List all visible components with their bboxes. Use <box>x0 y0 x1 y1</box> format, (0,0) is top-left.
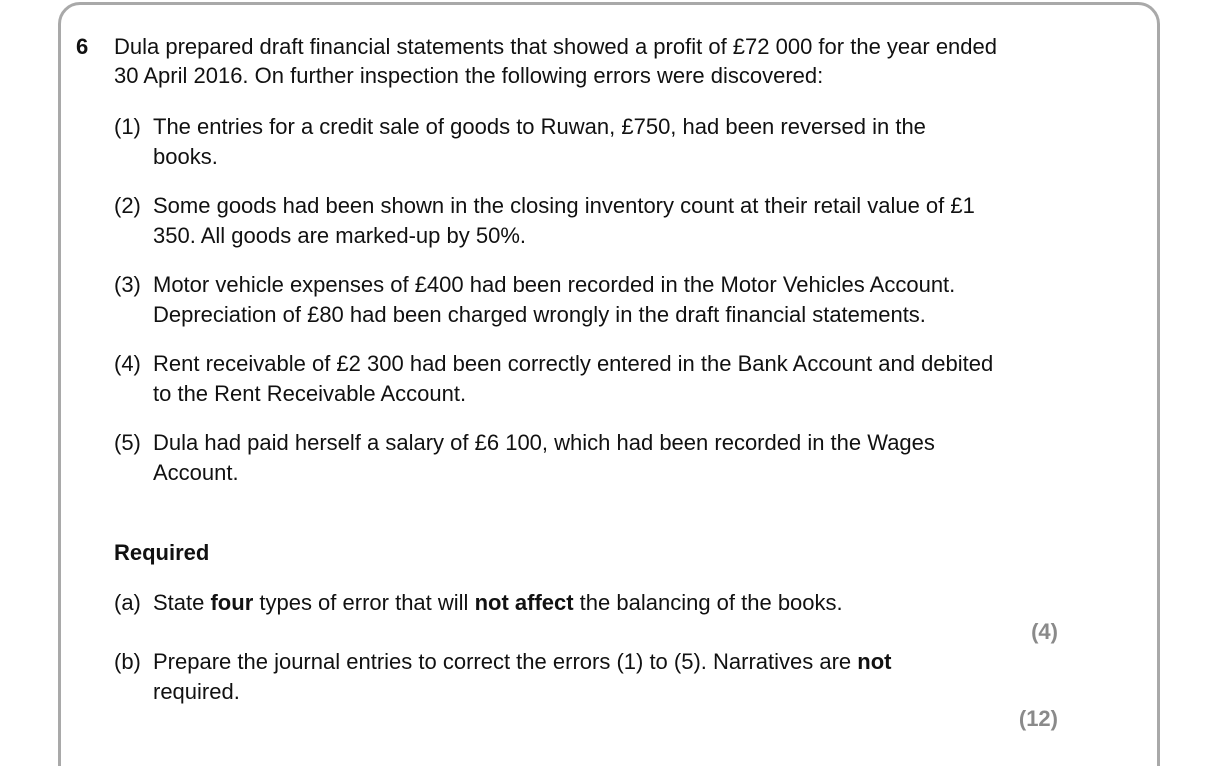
part-a-label: (a) <box>114 590 141 615</box>
error-item-2 <box>114 191 994 250</box>
part-b-emphasis-not: not <box>857 649 892 674</box>
error-label: (5) <box>114 430 141 455</box>
part-a-marks: (4) <box>1031 619 1058 644</box>
error-text: The entries for a credit sale of goods to Ruwan, £750, had been reversed in the books. <box>153 114 926 169</box>
question-number: 6 <box>76 34 89 59</box>
part-a-emphasis-four: four <box>210 590 254 615</box>
error-text: Motor vehicle expenses of £400 had been recorded in the Motor Vehicles Account. Depreciation of £80 had been charged wrongly in the draft financial statements. <box>153 272 956 327</box>
part-a-emphasis-not-affect: not affect <box>474 590 574 615</box>
part-b-label: (b) <box>114 649 141 674</box>
error-list <box>114 112 994 507</box>
error-text: Some goods had been shown in the closing inventory count at their retail value of £1 350. All goods are marked-up by 50%. <box>153 193 975 248</box>
part-a-text <box>153 588 974 618</box>
error-text: Dula had paid herself a salary of £6 100, which had been recorded in the Wages Account. <box>153 430 935 485</box>
question-intro: Dula prepared draft financial statements that showed a profit of £72 000 for the year ended 30 April 2016. On further inspection the following errors were discovered: <box>114 34 997 88</box>
part-b-text-2: required. <box>153 678 240 704</box>
error-item-1 <box>114 112 994 171</box>
error-text: Rent receivable of £2 300 had been correctly entered in the Bank Account and debited to the Rent Receivable Account. <box>153 351 994 406</box>
part-a-text-1: State <box>153 590 211 615</box>
part-b-marks: (12) <box>1018 706 1058 731</box>
error-item-3 <box>114 270 994 329</box>
part-b <box>114 647 974 706</box>
part-b-text <box>153 647 974 706</box>
error-label: (2) <box>114 193 141 218</box>
error-item-5 <box>114 428 994 487</box>
part-a-text-2: types of error that will <box>253 590 475 615</box>
error-label: (4) <box>114 351 141 376</box>
error-label: (3) <box>114 272 141 297</box>
part-a <box>114 588 974 618</box>
error-label: (1) <box>114 114 141 139</box>
part-a-text-3: the balancing of the books. <box>573 590 843 615</box>
part-b-text-1: Prepare the journal entries to correct the errors (1) to (5). Narratives are <box>153 649 858 674</box>
required-heading: Required <box>114 540 210 565</box>
error-item-4 <box>114 349 994 408</box>
